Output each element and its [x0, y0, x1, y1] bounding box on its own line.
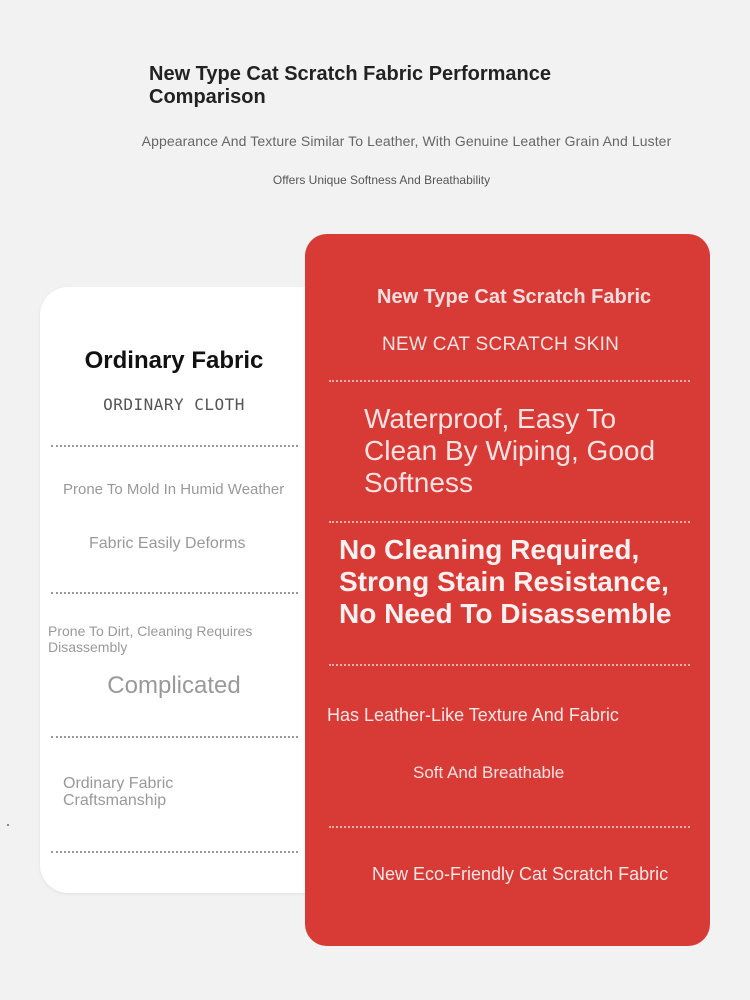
- new-fabric-heading: New Type Cat Scratch Fabric: [377, 286, 652, 308]
- page-title: New Type Cat Scratch Fabric Performance Comparison: [149, 63, 551, 108]
- stray-dot: [7, 824, 9, 826]
- divider: [329, 664, 690, 666]
- divider: [329, 826, 690, 828]
- divider: [329, 380, 690, 382]
- ordinary-item-deforms: Fabric Easily Deforms: [89, 535, 246, 552]
- divider: [329, 521, 690, 523]
- ordinary-item-dirt: Prone To Dirt, Cleaning Requires Disassembly: [48, 623, 253, 655]
- new-fabric-item-eco-friendly: New Eco-Friendly Cat Scratch Fabric: [372, 864, 669, 884]
- ordinary-item-mold: Prone To Mold In Humid Weather: [63, 481, 285, 498]
- new-fabric-item-waterproof: Waterproof, Easy To Clean By Wiping, Good Softness: [364, 403, 656, 498]
- divider: [51, 851, 298, 853]
- divider: [51, 445, 298, 447]
- subtitle-line-1: Appearance And Texture Similar To Leather, With Genuine Leather Grain And Luster: [141, 133, 672, 149]
- new-fabric-item-leather-texture: Has Leather-Like Texture And Fabric: [327, 705, 619, 725]
- divider: [51, 736, 298, 738]
- ordinary-item-complicated: Complicated: [107, 672, 241, 699]
- new-fabric-subheading: NEW CAT SCRATCH SKIN: [382, 334, 620, 355]
- divider: [51, 592, 298, 594]
- ordinary-item-craftsmanship: Ordinary Fabric Craftsmanship: [63, 775, 174, 809]
- new-fabric-item-stain-resistance: No Cleaning Required, Strong Stain Resistance, No Need To Disassemble: [339, 534, 672, 629]
- ordinary-subheading: ORDINARY CLOTH: [103, 395, 245, 414]
- ordinary-heading: Ordinary Fabric: [84, 347, 264, 374]
- subtitle-line-2: Offers Unique Softness And Breathability: [272, 173, 491, 187]
- new-fabric-item-breathable: Soft And Breathable: [413, 763, 565, 782]
